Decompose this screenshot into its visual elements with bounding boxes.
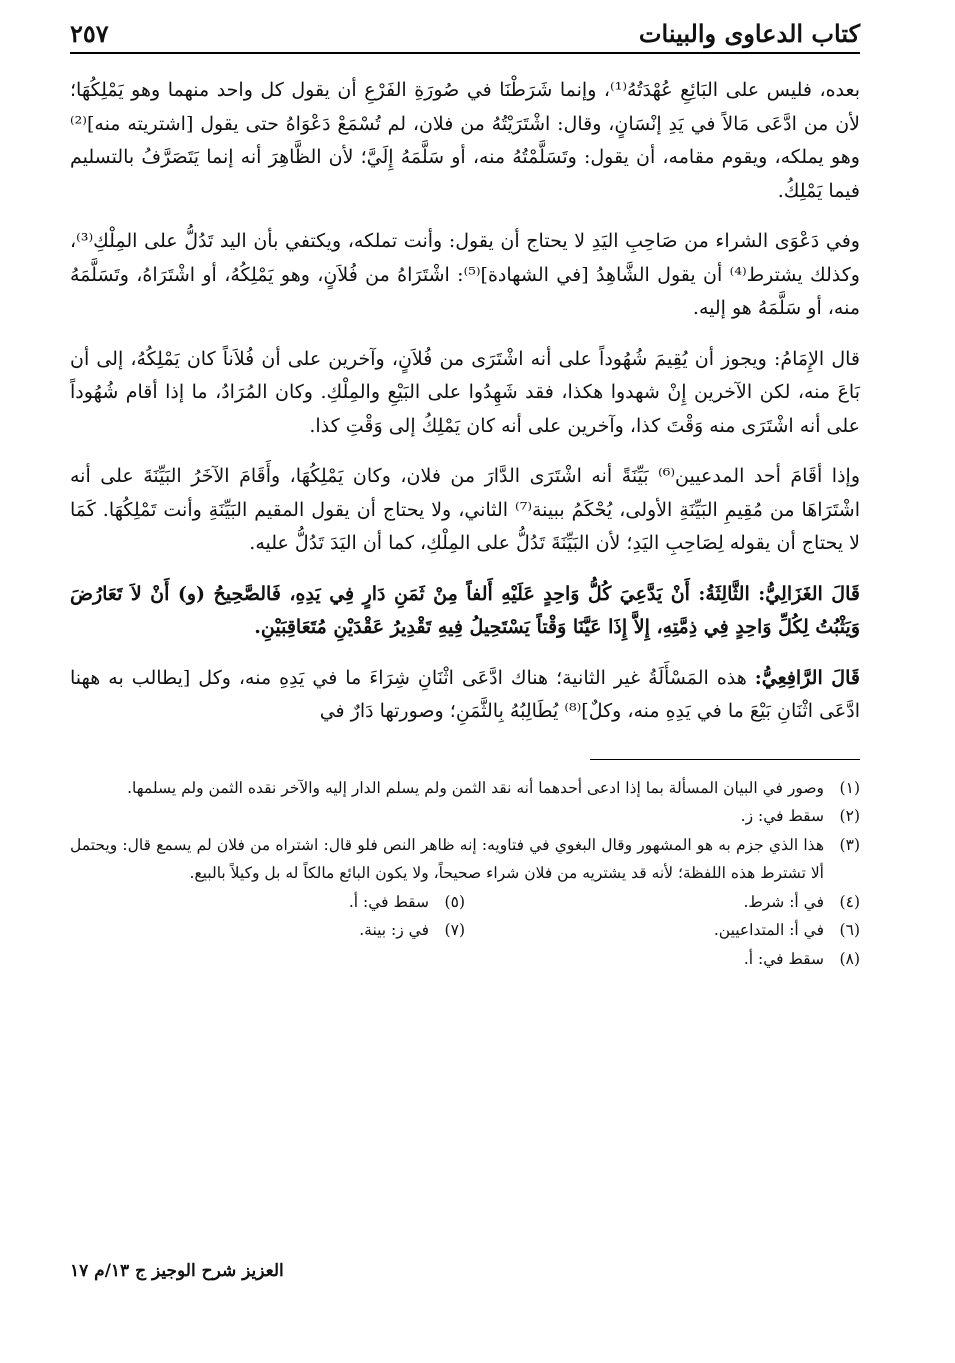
- footnote-text: سقط في: أ.: [743, 949, 824, 968]
- footnote-number: (٥): [444, 892, 465, 911]
- footnote-1: [70, 774, 860, 803]
- footnote-text: هذا الذي جزم به هو المشهور وقال البغوي في فتاويه: إنه ظاهر النص فلو قال: اشتراه من فلان لم يسمع قال: ويحتمل ألا تشترط هذه اللفظة؛ لأنه قد يشتريه من فلان شراء صحيحاً، ولا يكون البائع مالكاً له بل وكيلاً بالبيع.: [70, 835, 824, 882]
- footnote-text: سقط في: أ.: [348, 892, 429, 911]
- book-title: كتاب الدعاوى والبينات: [638, 19, 860, 48]
- rafii-paragraph: [70, 662, 860, 729]
- paragraph-4: وإذا أقَامَ أحد المدعيين⁽⁶⁾ بَيِّنَةً أنه اشْتَرَى الدَّارَ من فلان، وكان يَمْلِكُهَا، وأَقَامَ الآخَرُ البَيِّنَةَ على أنه اشْتَرَاهَا من مُقِيمِ البَيِّنَةِ الأولى، يُحْكَمُ ببينة⁽⁷⁾ الثاني، ولا يحتاج أن يقول المقيم البَيِّنَةِ وأنت تَمْلِكُهَا. كَمَا لا يحتاج أن يقوله لِصَاحِبِ اليَدِ؛ لأن البَيِّنَةَ تَدُلُّ على المِلْكِ، كما أن اليَدَ تَدُلُّ عليه.: [70, 465, 860, 554]
- footnote-text: سقط في: ز.: [740, 807, 824, 825]
- paragraph-3: قال الإِمَامُ: ويجوز أن يُقِيمَ شُهُوداً على أنه اشْتَرَى من فُلاَنٍ، وآخرين على أن فُلاَناً كان يَمْلِكُهُ، إلى أن بَاعَ منه، لكن الآخرين إِنْ شهدوا هكذا، فقد شَهِدُوا على البَيْعِ والمِلْكِ. وكان المُرَادُ، ما إذا أقام شُهُوداً على أنه اشْتَرَى منه وَقْتَ كذا، وآخرين على أنه كان يَمْلِكُ إلى وَقْتِ كذا.: [70, 347, 861, 437]
- footnote-number: (٣): [839, 835, 860, 854]
- rafii-text: هذه المَسْأَلَةُ غير الثانية؛ هناك ادَّعَى اثْنَانِ شِرَاءَ ما في يَدِهِ منه، وكل [يطالب به ههنا ادَّعَى اثْنَانِ بَيْعَ ما في يَدِهِ منه، وكلٌ]⁽⁸⁾ يُطَالِبُهُ بِالثَّمَنِ؛ وصورتها دَارٌ في: [70, 666, 860, 722]
- footnote-7: [70, 916, 465, 945]
- footnote-number: (٨): [839, 949, 860, 968]
- footnote-8: [70, 945, 860, 974]
- footnote-text: في أ: المتداعيين.: [713, 921, 824, 939]
- footnote-text: وصور في البيان المسألة بما إذا ادعى أحدهما أنه نقد الثمن ولم يسلم الدار إليه والآخر نقده الثمن ولم يسلمها.: [127, 778, 824, 797]
- footnote-5: [70, 888, 465, 917]
- footnote-row-4-5: [70, 888, 860, 917]
- ghazali-paragraph: قَالَ الغَزَالِيُّ: الثَّالِثَةُ: أَنْ يَدَّعِيَ كُلُّ وَاحِدٍ عَلَيْهِ أَلفاً مِنْ ثَمَنِ دَارٍ فِي يَدِهِ، فَالصَّحِيحُ (و) أَنْ لاَ تَعَارُضَ وَيَثْبُتُ لِكُلِّ وَاحِدٍ فِي ذِمَّتِهِ، إِلاَّ إِذَا عَيَّنَا وَقْتاً يَسْتَحِيلُ فِيهِ تَقْدِيرُ عَقْدَيْنِ مُتَعَاقِبَيْنِ.: [70, 582, 860, 638]
- footnote-row-6-7: [70, 916, 860, 945]
- footnote-number: (١): [839, 778, 860, 797]
- footnote-number: (٦): [839, 921, 860, 939]
- footnote-3: [70, 831, 860, 888]
- footnote-6: [465, 916, 860, 945]
- main-text: [70, 74, 860, 729]
- footnote-number: (٤): [839, 892, 860, 911]
- footnote-2: [70, 802, 860, 831]
- footnote-text: في أ: شرط.: [743, 892, 824, 911]
- page-header: [70, 10, 860, 54]
- footnote-text: في ز: بينة.: [359, 921, 429, 939]
- paragraph-1: بعده، فليس على البَائِعِ عُهْدَتُهُ⁽¹⁾، وإنما شَرَطْنَا في صُورَةِ الفَرْعِ أن يقول كل واحد منهما وهو يَمْلِكُهَا؛ لأن من ادَّعَى مَالاً في يَدِ إنْسَانٍ، وقال: اشْتَرَيْتُهُ من فلان، لم تُسْمَعْ دَعْوَاهُ حتى يقول [اشتريته منه]⁽²⁾ وهو يملكه، ويقوم مقامه، أن يقول: وتَسَلَّمْتُهُ منه، أو سَلَّمَهُ إِلَيَّ؛ لأن الظَّاهِرَ أنه إنما يَتَصَرَّفُ بالتسليم فيما يَمْلِكُ.: [70, 79, 860, 202]
- document-page: [70, 10, 860, 1353]
- page-number: ٢٥٧: [70, 19, 109, 48]
- paragraph-2: وفي دَعْوَى الشراء من صَاحِبِ اليَدِ لا يحتاج أن يقول: وأنت تملكه، ويكتفي بأن اليد تَدُلُّ على المِلْكِ⁽³⁾، وكذلك يشترط⁽⁴⁾ أن يقول الشَّاهِدُ [في الشهادة]⁽⁵⁾: اشْتَرَاهُ من فُلاَنٍ، وهو يَمْلِكُهُ، أو اشْتَرَاهُ، وتَسَلَّمَهُ منه، أو سَلَّمَهُ هو إليه.: [70, 230, 860, 319]
- signature-line: العزيز شرح الوجيز ج ١٣/م ١٧: [70, 1261, 284, 1281]
- footnotes: [70, 774, 860, 974]
- rafii-label: قَالَ الرَّافِعِيُّ:: [754, 666, 860, 689]
- footnote-number: (٧): [444, 921, 465, 939]
- footnote-number: (٢): [839, 807, 860, 825]
- footnote-4: [465, 888, 860, 917]
- footnote-divider: [590, 759, 860, 760]
